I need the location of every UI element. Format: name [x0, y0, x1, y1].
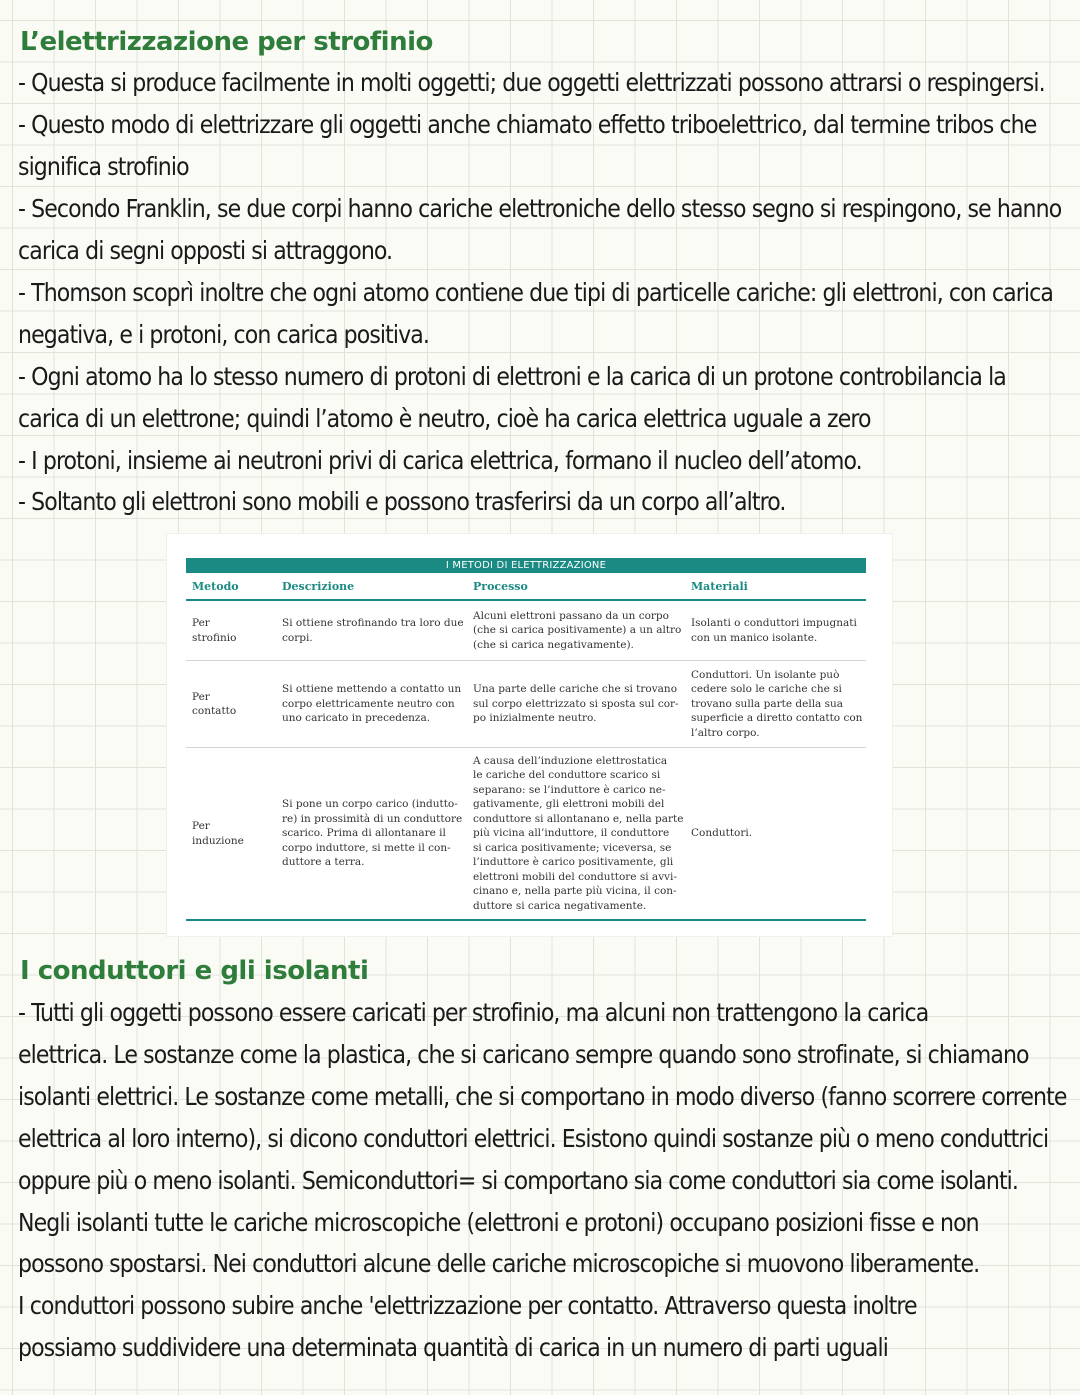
table-header-metodo: Metodo [192, 579, 239, 593]
table-row [186, 601, 866, 661]
text-line: - Thomson scoprì inoltre che ogni atomo contiene due tipi di particelle cariche: gli elettroni, con carica [18, 278, 1053, 307]
cell-descrizione: Si ottiene mettendo a contatto un corpo elettricamente neutro con uno caricato in precedenza. [282, 683, 462, 725]
text-line: elettrica. Le sostanze come la plastica, che si caricano sempre quando sono strofinate, si chiamano [18, 1040, 1029, 1069]
text-line: - Tutti gli oggetti possono essere caricati per strofinio, ma alcuni non trattengono la carica [18, 998, 929, 1027]
cell-metodo: Per contatto [192, 690, 237, 717]
text-line: oppure più o meno isolanti. Semiconduttori= si comportano sia come conduttori sia come isolanti. [18, 1166, 1019, 1195]
cell-metodo: Per induzione [192, 820, 244, 847]
methods-table [186, 558, 866, 921]
text-line: significa strofinio [18, 152, 189, 181]
cell-processo: A causa dell’induzione elettrostatica le cariche del conduttore scarico si separano: se l’induttore è carico ne- gativamente, gli elettroni mobili del conduttore si allontanano e, nella parte più vicina all’induttore, il conduttore si carica positivamente; viceversa, se l’induttore è carico positivamente, gli elettroni mobili del conduttore si avvi- cinano e, nella parte più vicina, il con- duttore si carica negativamente. [473, 754, 684, 912]
text-line: - Questo modo di elettrizzare gli oggetti anche chiamato effetto triboelettrico, dal termine tribos che [18, 110, 1037, 139]
text-line: - Secondo Franklin, se due corpi hanno cariche elettroniche dello stesso segno si respingono, se hanno [18, 194, 1062, 223]
table-row [186, 661, 866, 748]
cell-descrizione: Si pone un corpo carico (indutto- re) in prossimità di un conduttore scarico. Prima di allontanare il corpo induttore, si mette il con- duttore a terra. [282, 798, 463, 869]
text-line: - I protoni, insieme ai neutroni privi di carica elettrica, formano il nucleo dell’atomo. [18, 446, 862, 475]
text-line: possono spostarsi. Nei conduttori alcune delle cariche microscopiche si muovono liberamente. [18, 1249, 980, 1278]
text-line: possiamo suddividere una determinata quantità di carica in un numero di parti uguali [18, 1333, 888, 1362]
cell-descrizione: Si ottiene strofinando tra loro due corpi. [282, 617, 464, 644]
cell-materiali: Conduttori. Un isolante può cedere solo le cariche che si trovano sulla parte della sua superficie a diretto contatto con l’altro corpo. [691, 668, 863, 739]
text-line: I conduttori possono subire anche 'elettrizzazione per contatto. Attraverso questa inoltre [18, 1291, 917, 1320]
cell-materiali: Conduttori. [691, 827, 753, 840]
cell-processo: Alcuni elettroni passano da un corpo (che si carica positivamente) a un altro (che si carica negativamente). [473, 609, 682, 651]
section-title-strofinio: L’elettrizzazione per strofinio [20, 27, 433, 57]
text-line: carica di segni opposti si attraggono. [18, 236, 393, 265]
text-line: - Ogni atomo ha lo stesso numero di protoni di elettroni e la carica di un protone controbilancia la [18, 362, 1006, 391]
table-header-descrizione: Descrizione [282, 579, 355, 593]
text-line: - Questa si produce facilmente in molti oggetti; due oggetti elettrizzati possono attrarsi o respingersi. [18, 68, 1045, 97]
cell-metodo: Per strofinio [192, 617, 237, 644]
table-title: I METODI DI ELETTRIZZAZIONE [186, 558, 866, 573]
table-row [186, 748, 866, 921]
methods-table-image [167, 534, 892, 936]
text-line: negativa, e i protoni, con carica positiva. [18, 320, 429, 349]
text-line: - Soltanto gli elettroni sono mobili e possono trasferirsi da un corpo all’altro. [18, 487, 786, 516]
cell-processo: Una parte delle cariche che si trovano sul corpo elettrizzato si sposta sul cor- po inizialmente neutro. [473, 683, 679, 725]
text-line: elettrica al loro interno), si dicono conduttori elettrici. Esistono quindi sostanze più o meno conduttrici [18, 1124, 1049, 1153]
text-line: isolanti elettrici. Le sostanze come metalli, che si comportano in modo diverso (fanno scorrere corrente [18, 1082, 1067, 1111]
section-title-conduttori: I conduttori e gli isolanti [20, 956, 369, 986]
table-header-materiali: Materiali [691, 579, 748, 593]
text-line: Negli isolanti tutte le cariche microscopiche (elettroni e protoni) occupano posizioni fisse e non [18, 1208, 979, 1237]
cell-materiali: Isolanti o conduttori impugnati con un manico isolante. [691, 617, 857, 644]
table-header-row [186, 573, 866, 601]
table-header-processo: Processo [473, 579, 528, 593]
text-line: carica di un elettrone; quindi l’atomo è neutro, cioè ha carica elettrica uguale a zero [18, 404, 871, 433]
